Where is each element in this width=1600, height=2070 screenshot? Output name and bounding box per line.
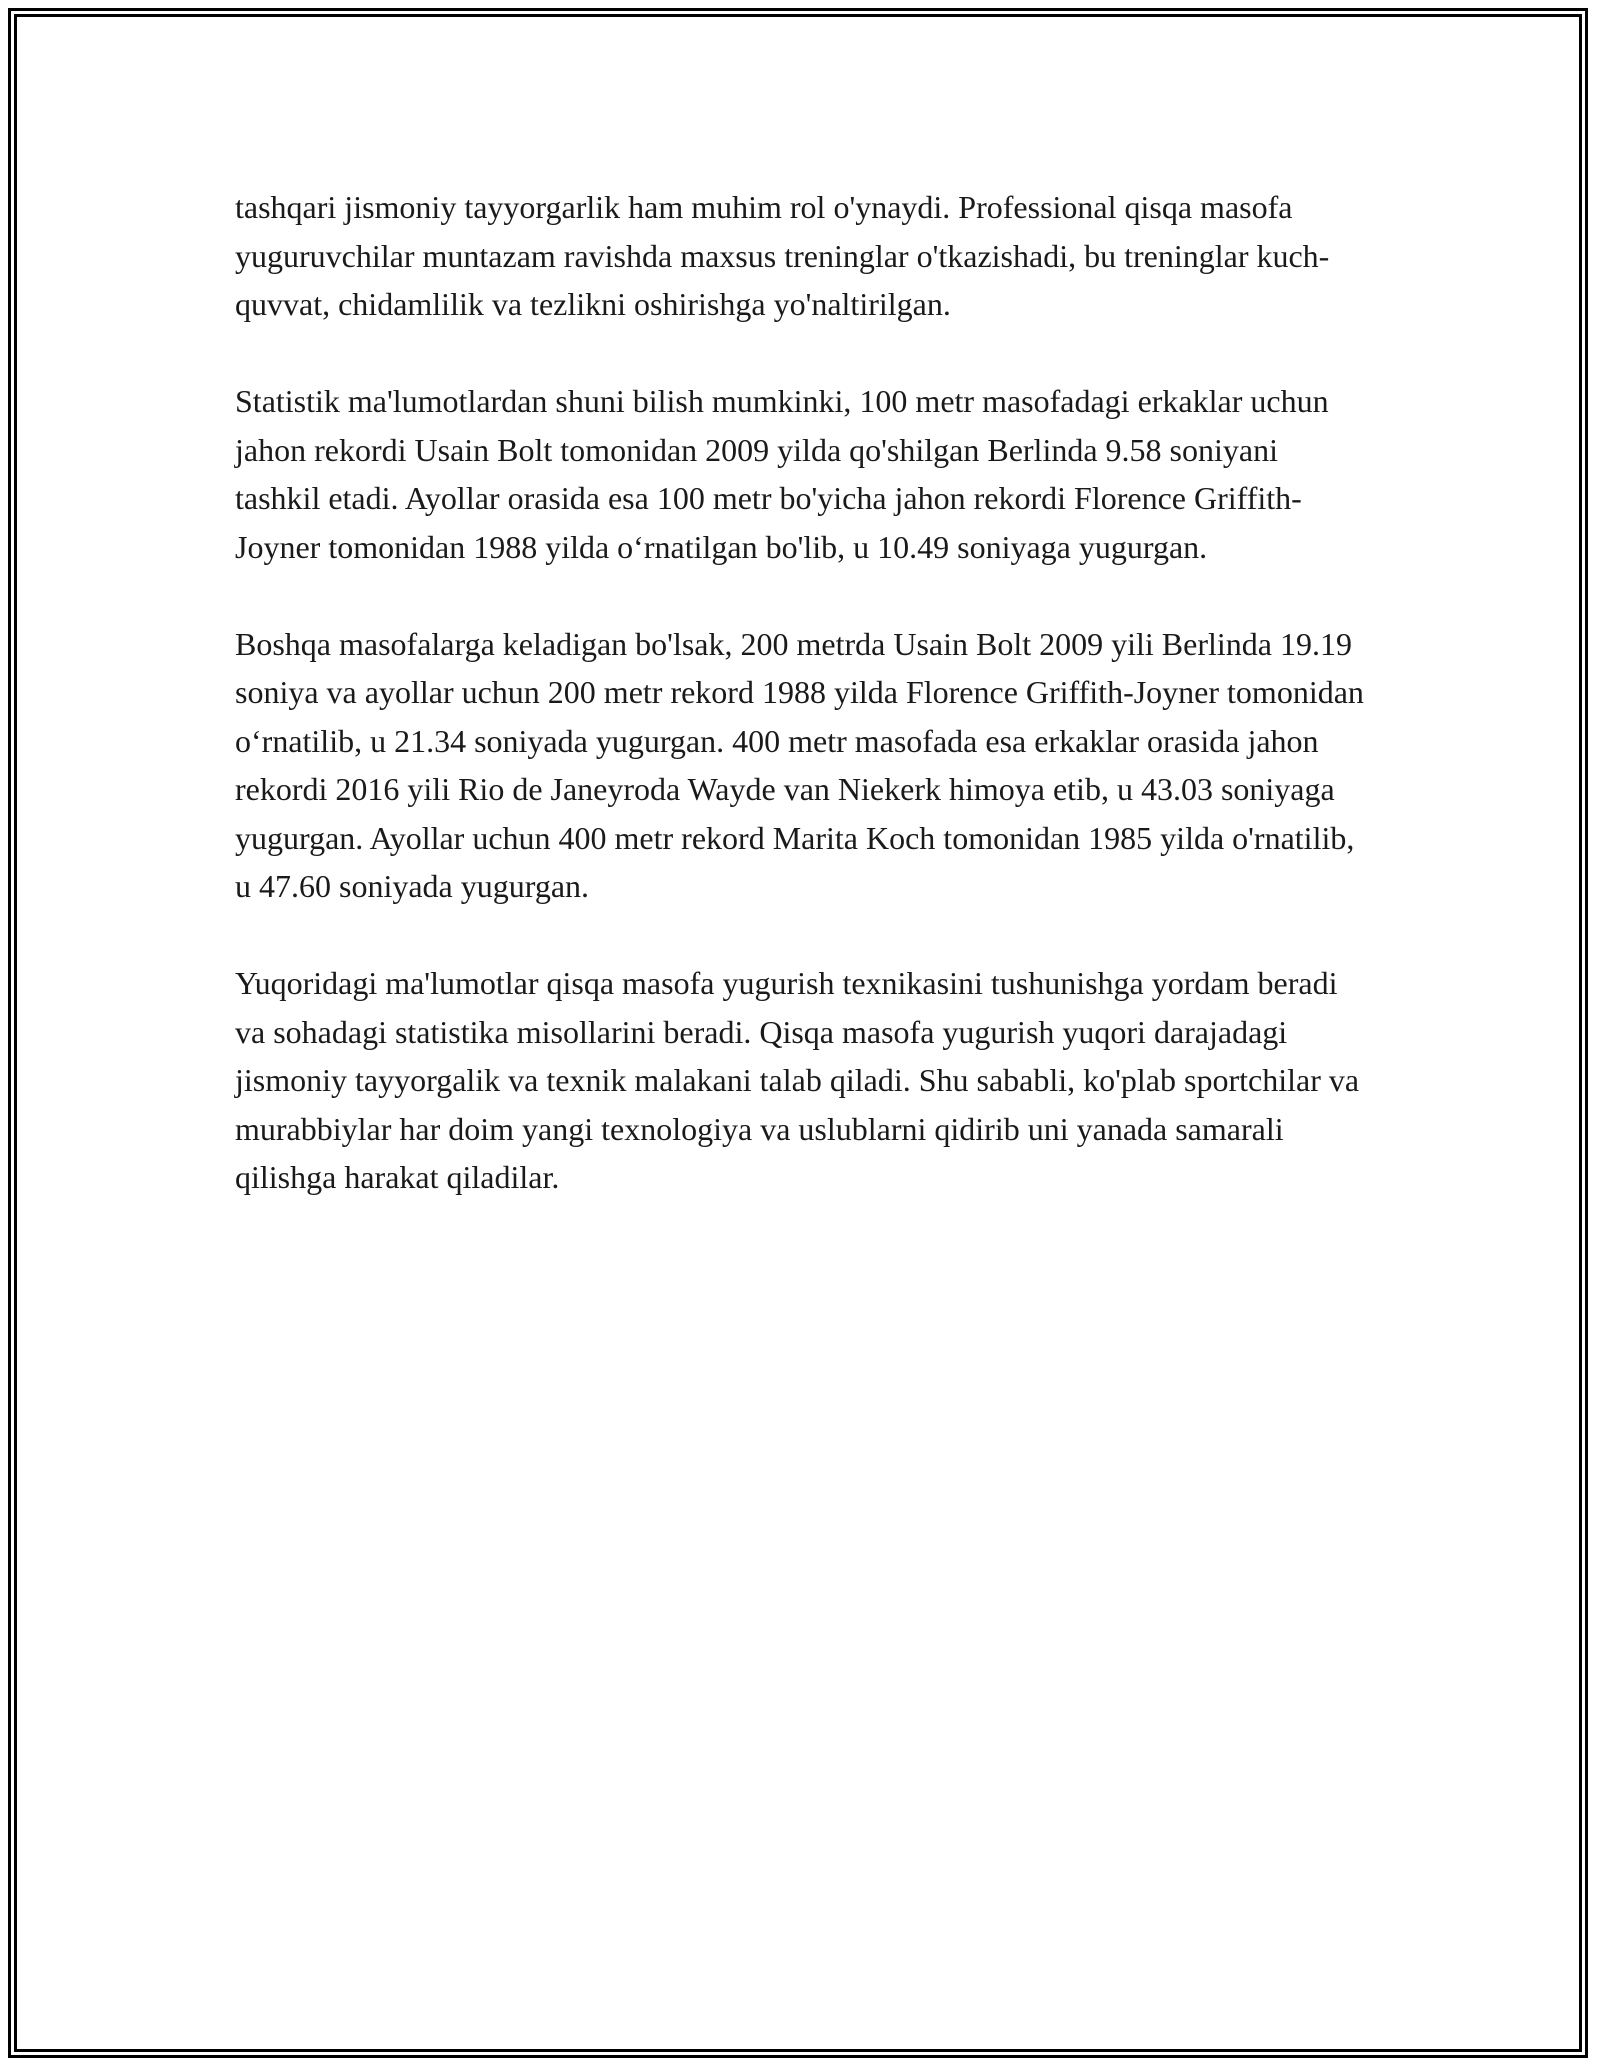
document-body — [235, 183, 1365, 1202]
paragraph-2: Statistik ma'lumotlardan shuni bilish mumkinki, 100 metr masofadagi erkaklar uchun jahon rekordi Usain Bolt tomonidan 2009 yilda qo'shilgan Berlinda 9.58 soniyani tashkil etadi. Ayollar orasida esa 100 metr bo'yicha jahon rekordi Florence Griffith-Joyner tomonidan 1988 yilda o‘rnatilgan bo'lib, u 10.49 soniyaga yugurgan. — [235, 383, 1329, 565]
paragraph-3: Boshqa masofalarga keladigan bo'lsak, 200 metrda Usain Bolt 2009 yili Berlinda 19.19 soniya va ayollar uchun 200 metr rekord 1988 yilda Florence Griffith-Joyner tomonidan o‘rnatilib, u 21.34 soniyada yugurgan. 400 metr masofada esa erkaklar orasida jahon rekordi 2016 yili Rio de Janeyroda Wayde van Niekerk himoya etib, u 43.03 soniyaga yugurgan. Ayollar uchun 400 metr rekord Marita Koch tomonidan 1985 yilda o'rnatilib, u 47.60 soniyada yugurgan. — [235, 625, 1364, 904]
paragraph-1: tashqari jismoniy tayyorgarlik ham muhim rol o'ynaydi. Professional qisqa masofa yuguruvchilar muntazam ravishda maxsus treninglar o'tkazishadi, bu treninglar kuch-quvvat, chidamlilik va tezlikni oshirishga yo'naltirilgan. — [235, 189, 1330, 322]
paragraph-4: Yuqoridagi ma'lumotlar qisqa masofa yugurish texnikasini tushunishga yordam beradi va sohadagi statistika misollarini beradi. Qisqa masofa yugurish yuqori darajadagi jismoniy tayyorgalik va texnik malakani talab qiladi. Shu sababli, ko'plab sportchilar va murabbiylar har doim yangi texnologiya va uslublarni qidirib uni yanada samarali qilishga harakat qiladilar. — [235, 965, 1360, 1195]
